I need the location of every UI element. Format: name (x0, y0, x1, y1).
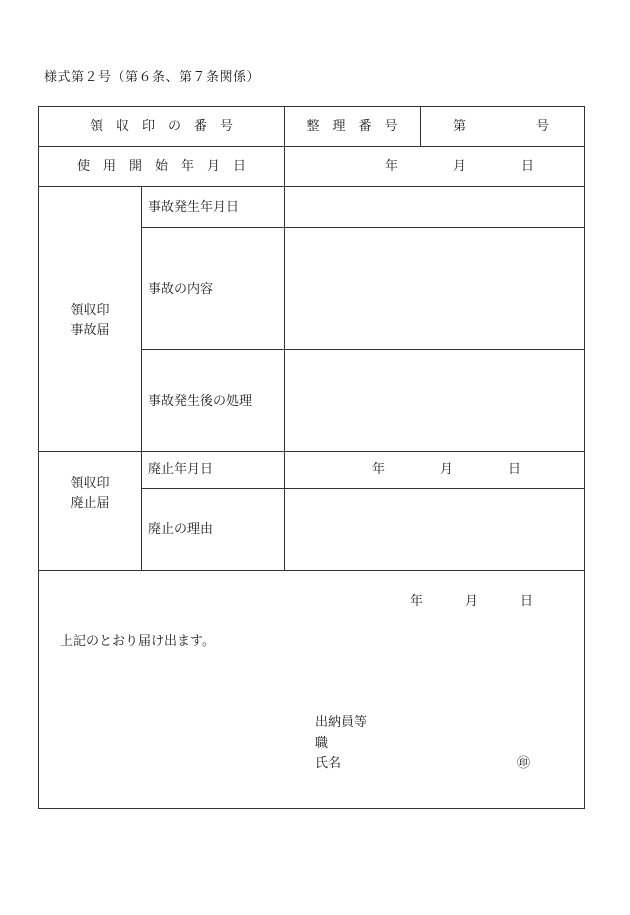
start-date-year: 年 (385, 159, 399, 174)
column-divider (141, 186, 142, 570)
receipt-seal-number-label: 領 収 印 の 番 号 (89, 119, 233, 134)
form-table (38, 106, 585, 809)
name-label: 氏名 (315, 756, 342, 771)
declaration-date-year: 年 (410, 594, 424, 609)
seal-mark: ㊞ (517, 756, 531, 771)
abolition-date-day: 日 (508, 462, 522, 477)
reference-number-go: 号 (536, 119, 550, 134)
abolition-section-title-line1: 領収印 (70, 476, 110, 491)
abolition-date-year: 年 (372, 462, 386, 477)
row-divider (141, 227, 584, 228)
reference-number-label: 整 理 番 号 (306, 119, 398, 134)
declaration-statement: 上記のとおり届け出ます。 (60, 634, 215, 649)
start-date-month: 月 (453, 159, 467, 174)
column-divider (284, 186, 285, 570)
accident-after-handling-label: 事故発生後の処理 (148, 394, 253, 409)
accident-section-title-line1: 領収印 (70, 303, 110, 318)
officer-label: 出納員等 (315, 715, 368, 730)
abolition-reason-label: 廃止の理由 (148, 522, 214, 537)
accident-date-label: 事故発生年月日 (148, 200, 240, 215)
row-divider (39, 146, 584, 147)
row-divider (39, 186, 584, 187)
row-divider (141, 349, 584, 350)
abolition-section-title-line2: 廃止届 (70, 496, 110, 511)
abolition-date-month: 月 (440, 462, 454, 477)
abolition-date-label: 廃止年月日 (148, 462, 214, 477)
reference-number-dai: 第 (453, 119, 467, 134)
start-date-day: 日 (521, 159, 535, 174)
start-date-label: 使 用 開 始 年 月 日 (76, 159, 246, 174)
position-label: 職 (315, 736, 329, 751)
column-divider (284, 107, 285, 186)
declaration-date-day: 日 (520, 594, 534, 609)
column-divider (420, 107, 421, 146)
declaration-date-month: 月 (465, 594, 479, 609)
accident-section-title-line2: 事故届 (70, 323, 110, 338)
row-divider (39, 451, 584, 452)
row-divider (141, 488, 584, 489)
accident-content-label: 事故の内容 (148, 282, 214, 297)
form-number-label: 様式第２号（第６条、第７条関係） (44, 70, 261, 85)
row-divider (39, 570, 584, 571)
